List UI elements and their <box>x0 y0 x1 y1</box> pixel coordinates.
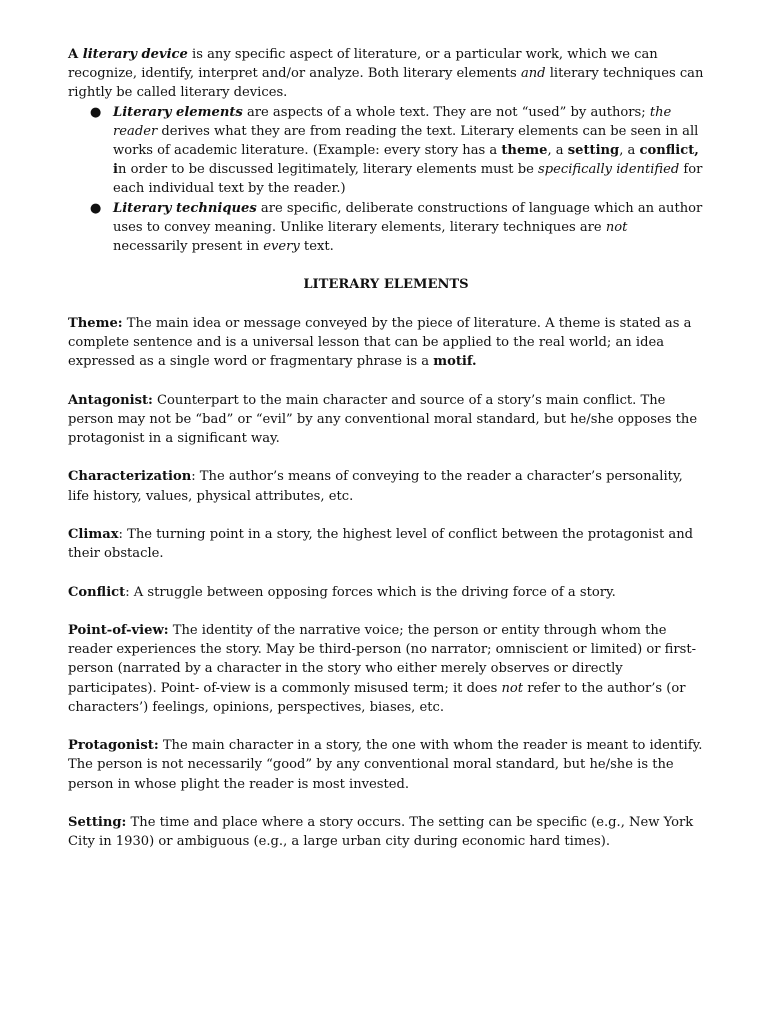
term-characterization <box>68 467 704 505</box>
term-emphasis-not: not <box>501 680 524 696</box>
bullet-bold: conflict, i <box>113 143 699 178</box>
term-setting <box>68 813 704 851</box>
bullet-text: derives what they are from reading the text. Literary elements can be seen in all works of academic literature. (Example: every story has a <box>113 123 699 159</box>
bullet-dot-icon: ● <box>90 104 102 120</box>
intro-paragraph <box>68 45 704 103</box>
intro-text: is any specific aspect of literature, or a particular work, which we can recognize, identify, interpret and/or analyze. Both literary elements <box>68 47 658 82</box>
bullet-text: are specific, deliberate constructions of language which an author uses to convey meaning. Unlike literary elements, literary techniques are <box>113 200 703 235</box>
term-label: Point-of-view: <box>68 622 169 638</box>
term-conflict <box>68 583 704 602</box>
term-definition: : A struggle between opposing forces which is the driving force of a story. <box>125 584 616 600</box>
term-bold-motif: motif. <box>433 354 477 370</box>
bullet-text: , a <box>547 143 568 159</box>
term-climax <box>68 525 704 563</box>
bullet-literary-techniques <box>68 199 704 257</box>
term-definition: The main character in a story, the one with whom the reader is meant to identify. The person is not necessarily “good” by any conventional moral standard, but he/she is the person in whose plight the reader is most invested. <box>68 738 703 792</box>
term-antagonist <box>68 391 704 449</box>
definition-bullet-list <box>68 103 704 257</box>
section-heading: LITERARY ELEMENTS <box>303 277 469 293</box>
term-definition: refer to the author’s (or characters’) feelings, opinions, perspectives, biases, etc. <box>68 680 686 715</box>
bullet-term: Literary techniques <box>113 200 257 216</box>
term-label: Setting: <box>68 814 127 830</box>
term-protagonist <box>68 736 704 794</box>
term-definition: Counterpart to the main character and source of a story’s main conflict. The person may not be “bad” or “evil” by any conventional moral standard, but he/she opposes the protagonist in a significant way. <box>68 392 698 447</box>
document-page <box>68 45 704 871</box>
bullet-text: for each individual text by the reader.) <box>113 162 703 197</box>
term-definition: The identity of the narrative voice; the person or entity through whom the reader experiences the story. May be third-person (no narrator; omniscient or limited) or first-person (narrated by a character in the story who either merely observes or directly participates). Point- of-view is a commonly misused term; it does <box>68 622 697 696</box>
term-point-of-view <box>68 621 704 717</box>
bullet-term: Literary elements <box>113 104 243 120</box>
bullet-text: , a <box>619 143 640 159</box>
intro-text: literary techniques can rightly be called literary devices. <box>68 66 704 101</box>
bullet-dot-icon: ● <box>90 200 102 216</box>
bullet-emphasis: not <box>605 219 628 235</box>
bullet-bold: theme <box>501 143 548 159</box>
bullet-literary-elements <box>68 103 704 199</box>
intro-emphasis-and: and <box>520 66 546 82</box>
bullet-text: text. <box>299 239 334 255</box>
term-label: Theme: <box>68 315 123 331</box>
term-definition: The time and place where a story occurs. The setting can be specific (e.g., New York City in 1930) or ambiguous (e.g., a large urban city during economic hard times). <box>68 814 694 850</box>
term-label: Antagonist: <box>68 392 153 408</box>
term-label: Conflict <box>68 584 126 600</box>
intro-term-literary-device: literary device <box>82 47 188 62</box>
term-theme <box>68 314 704 372</box>
bullet-text: necessarily present in <box>113 239 264 255</box>
term-definition: : The turning point in a story, the highest level of conflict between the protagonist and their obstacle. <box>68 527 694 562</box>
bullet-bold: setting <box>567 143 620 159</box>
bullet-emphasis: specifically identified <box>538 162 680 178</box>
term-label: Climax <box>68 527 119 542</box>
bullet-emphasis: the reader <box>113 104 672 139</box>
bullet-text: are aspects of a whole text. They are not “used” by authors; <box>242 104 650 120</box>
intro-text: A <box>68 47 83 62</box>
bullet-emphasis: every <box>263 239 300 255</box>
term-definition: The main idea or message conveyed by the piece of literature. A theme is stated as a complete sentence and is a universal lesson that can be applied to the real world; an idea expressed as a single word or fragmentary phrase is a <box>68 315 692 370</box>
term-label: Protagonist: <box>68 738 159 754</box>
term-label: Characterization <box>68 469 192 485</box>
term-definition: : The author’s means of conveying to the reader a character’s personality, life history, values, physical attributes, etc. <box>68 469 683 504</box>
bullet-text: n order to be discussed legitimately, literary elements must be <box>117 162 539 178</box>
